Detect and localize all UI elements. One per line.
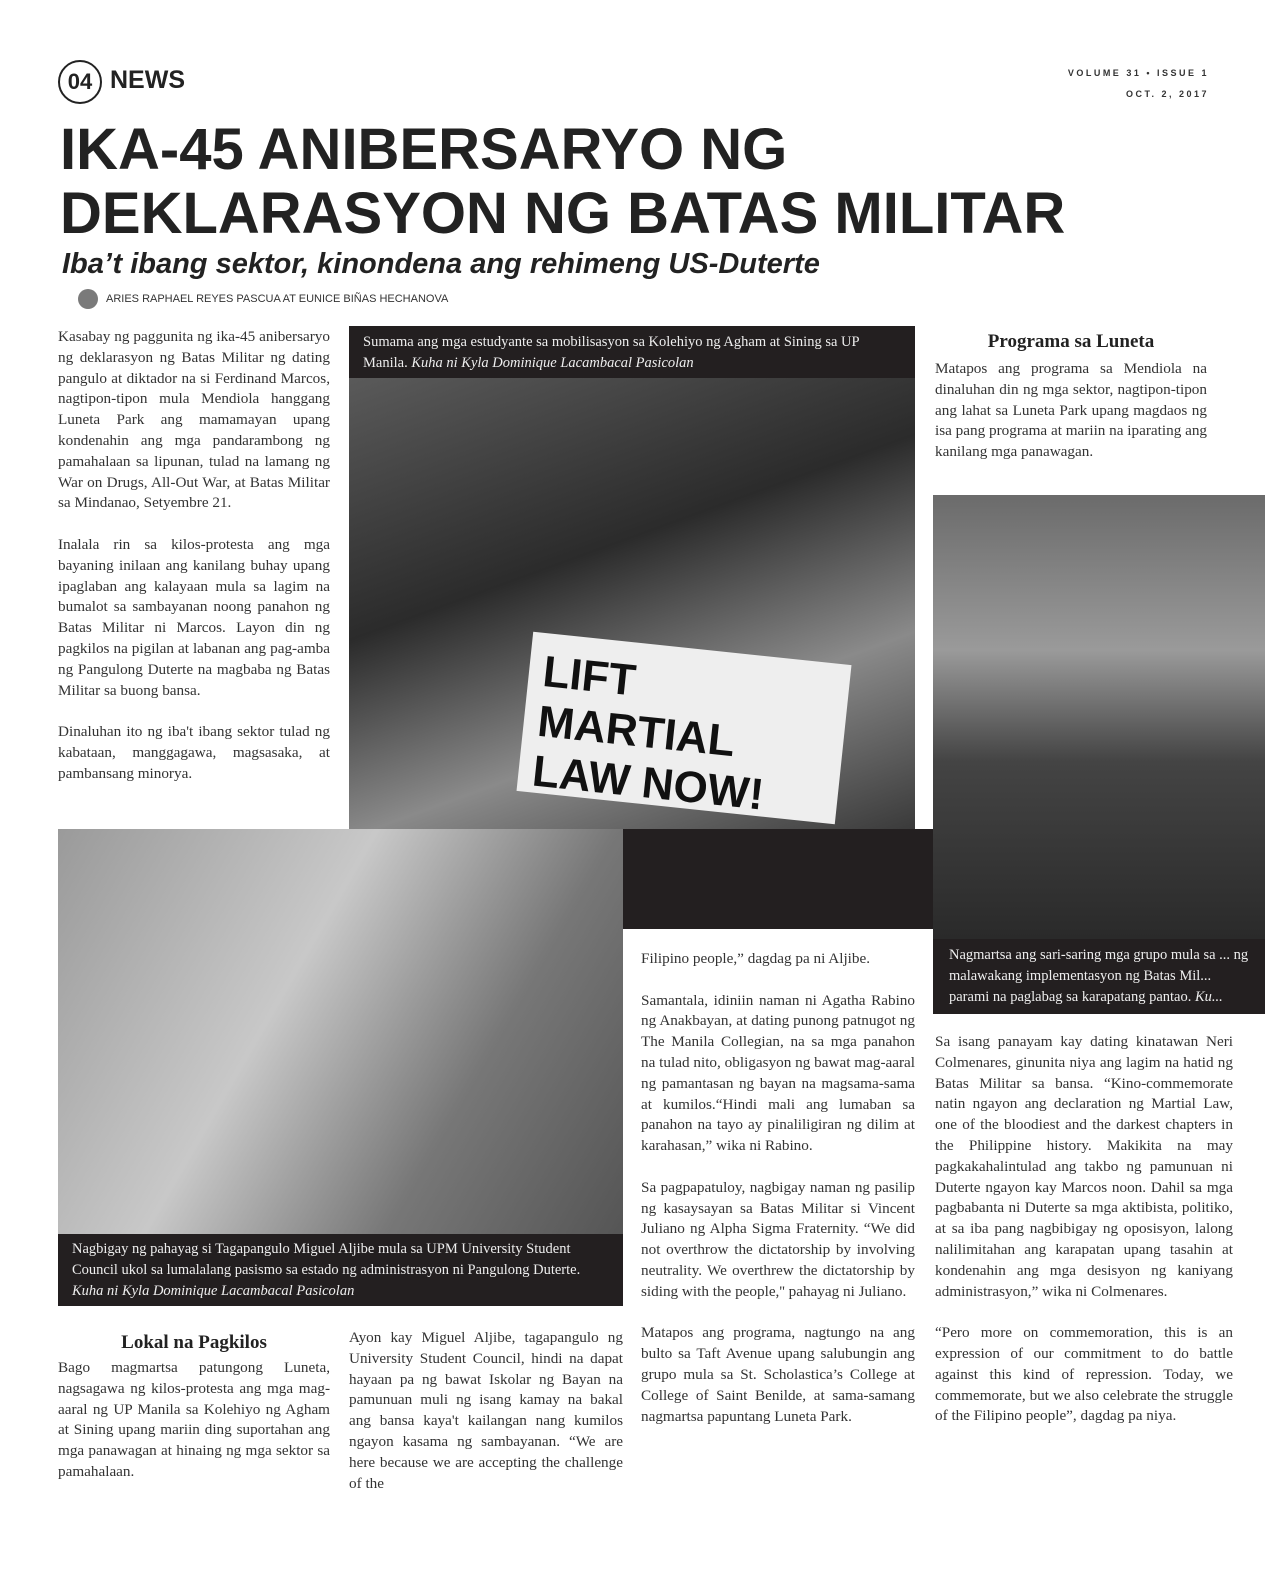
photo-caption <box>933 939 1265 1014</box>
author-avatar-icon <box>78 289 98 309</box>
paragraph: Matapos ang programa sa Mendiola na dinaluhan din ng mga sektor, nagtipon-tipon ang lahat sa Luneta Park upang magdaos ng isa pang programa at mariin na iparating ang kanilang mga panawagan. <box>935 360 1208 461</box>
paragraph: Sa pagpapatuloy, nagbigay naman ng pasilip ng kasaysayan sa Batas Militar si Vincent Juliano ng Alpha Sigma Fraternity. “We did not overthrow the dictatorship by involving neutrality. We overthrew the dictatorship by siding with the people,'' pahayag ni Juliano. <box>641 1178 915 1300</box>
paragraph: Kasabay ng paggunita ng ika-45 anibersaryo ng deklarasyon ng Batas Militar ng dating pangulo at diktador na si Ferdinand Marcos, nagtipon-tipon mula Mendiola hanggang Luneta Park ang mamamayan upang kondenahin ang mga pandarambong ng pamahalaan sa lipunan, tulad na lamang ng War on Drugs, All-Out War, at Batas Militar sa Mindanao, Setyembre 21. <box>58 328 330 512</box>
byline-authors: ARIES RAPHAEL REYES PASCUA AT EUNICE BIÑAS HECHANOVA <box>106 293 449 305</box>
paragraph: Dinaluhan ito ng iba't ibang sektor tulad ng kabataan, manggagawa, magsasaka, at pambansang minorya. <box>58 723 330 782</box>
caption-text: Sumama ang mga estudyante sa mobilisasyon sa Kolehiyo ng Agham at Sining sa UP Manila. <box>363 334 860 371</box>
subheadline: Iba’t ibang sektor, kinondena ang rehimeng US-Duterte <box>62 248 820 280</box>
protest-sign: LIFT MARTIAL LAW NOW! <box>517 632 852 825</box>
article-column-right <box>935 1032 1233 1427</box>
caption-text: Nagbigay ng pahayag si Tagapangulo Miguel Aljibe mula sa UPM University Student Council ukol sa lumalalang pasismo sa estado ng administrasyon ni Pangulong Duterte. <box>72 1241 581 1278</box>
photo-caption <box>58 1234 623 1306</box>
photo-credit: Kuha ni Kyla Dominique Lacambacal Pasicolan <box>72 1283 355 1299</box>
section-label: NEWS <box>110 66 185 94</box>
issue-date: OCT. 2, 2017 <box>1125 89 1209 99</box>
paragraph: Matapos ang programa, nagtungo na ang bulto sa Taft Avenue upang salubungin ang grupo mula sa St. Scholastica’s College at College of Saint Benilde, at sama-samang nagmartsa papuntang Luneta Park. <box>641 1324 915 1425</box>
paragraph: Sa isang panayam kay dating kinatawan Neri Colmenares, ginunita niya ang lagim na hatid ng Batas Militar sa bansa. “Kino-commemorate natin ngayon ang declaration ng Martial Law, one of the bloodiest and the darkest chapters in the Philippine history. Makikita na may pagkakahalintulad ang takbo ng pamunuan ni Duterte ngayon kay Marcos noon. Dahil sa mga pagbabanta ni Duterte sa mga aktibista, politiko, at sa iba pang nagbibigay ng oposisyon, lalong nalilimitahan ang karapatan upang tasahin at kondenahin ang mga desisyon ng kaniyang administrasyon,” wika ni Colmenares. <box>935 1033 1233 1300</box>
paragraph: “Pero more on commemoration, this is an expression of our commitment to do battle against this kind of repression. Today, we commemorate, but we also celebrate the struggle of the Filipino people”, dagdag pa niya. <box>935 1324 1233 1425</box>
paragraph: Bago magmartsa patungong Luneta, nagsagawa ng kilos-protesta ang mga mag-aaral ng UP Manila sa Kolehiyo ng Agham at Sining upang mariin ding suportahan ang mga panawagan at hinaing ng mga sektor sa pamahalaan. <box>58 1359 330 1480</box>
paragraph: Inalala rin sa kilos-protesta ang mga bayaning inilaan ang kanilang buhay upang ipaglaban ang kalayaan mula sa lagim na bumalot sa sambayanan noong panahon ng Batas Militar ni Marcos. Layon din ng pagkilos na pigilan at labanan ang pag-amba ng Pangulong Duterte na magbaba ng Batas Militar sa buong bansa. <box>58 535 330 699</box>
section-heading: Programa sa Luneta <box>987 331 1155 352</box>
photo-students-protest <box>349 326 915 829</box>
photo-credit: Kuha ni Kyla Dominique Lacambacal Pasicolan <box>411 355 694 371</box>
photo-aljibe-speaking <box>58 829 623 1236</box>
photo-caption <box>349 326 915 378</box>
article-body <box>0 319 1265 1569</box>
lokal-section <box>58 1332 330 1483</box>
dark-block <box>623 829 933 929</box>
section-heading: Lokal na Pagkilos <box>121 1332 267 1353</box>
paragraph: Filipino people,” dagdag pa ni Aljibe. <box>641 950 871 967</box>
right-column-stack <box>933 939 1265 1448</box>
caption-text: Nagmartsa ang sari-saring mga grupo mula sa ... ng malawakang implementasyon ng Batas Mil... parami na paglabag sa karapatang pantao. <box>949 947 1249 1005</box>
photo-credit: Ku... <box>1194 989 1223 1005</box>
photo-march-crowd <box>933 495 1265 939</box>
paragraph: Samantala, idiniin naman ni Agatha Rabino ng Anakbayan, at dating punong patnugot ng The Manila Collegian, na sa mga panahon na tulad nito, obligasyon ng bawat mag-aaral ng pamantasan ng bayan na magsama-sama at kumilos.“Hindi mali ang lumaban sa panahon na tayo ay pinaliligiran ng dilim at karahasan,” wika ni Rabino. <box>641 991 915 1155</box>
article-header <box>0 0 1210 309</box>
page-number: 04 <box>58 60 102 104</box>
article-column-2-bottom: Ayon kay Miguel Aljibe, tagapangulo ng University Student Council, hindi na dapat hayaan pa ng bawat Iskolar ng Bayan na pamunuan muli ng isang kamay na bakal ang bansa kaya't kailangan nang kumilos ngayon kasama ng sambayanan. “We are here because we are accepting the challenge of the <box>349 1329 623 1492</box>
protest-photo <box>349 378 915 829</box>
headline: IKA-45 ANIBERSARYO NG DEKLARASYON NG BATAS MILITAR <box>60 117 1066 246</box>
luneta-section <box>935 331 1207 463</box>
article-column-middle <box>641 949 915 1448</box>
article-column-1 <box>58 327 330 805</box>
volume-issue: VOLUME 31 • ISSUE 1 <box>1067 68 1209 78</box>
byline <box>78 289 1210 309</box>
